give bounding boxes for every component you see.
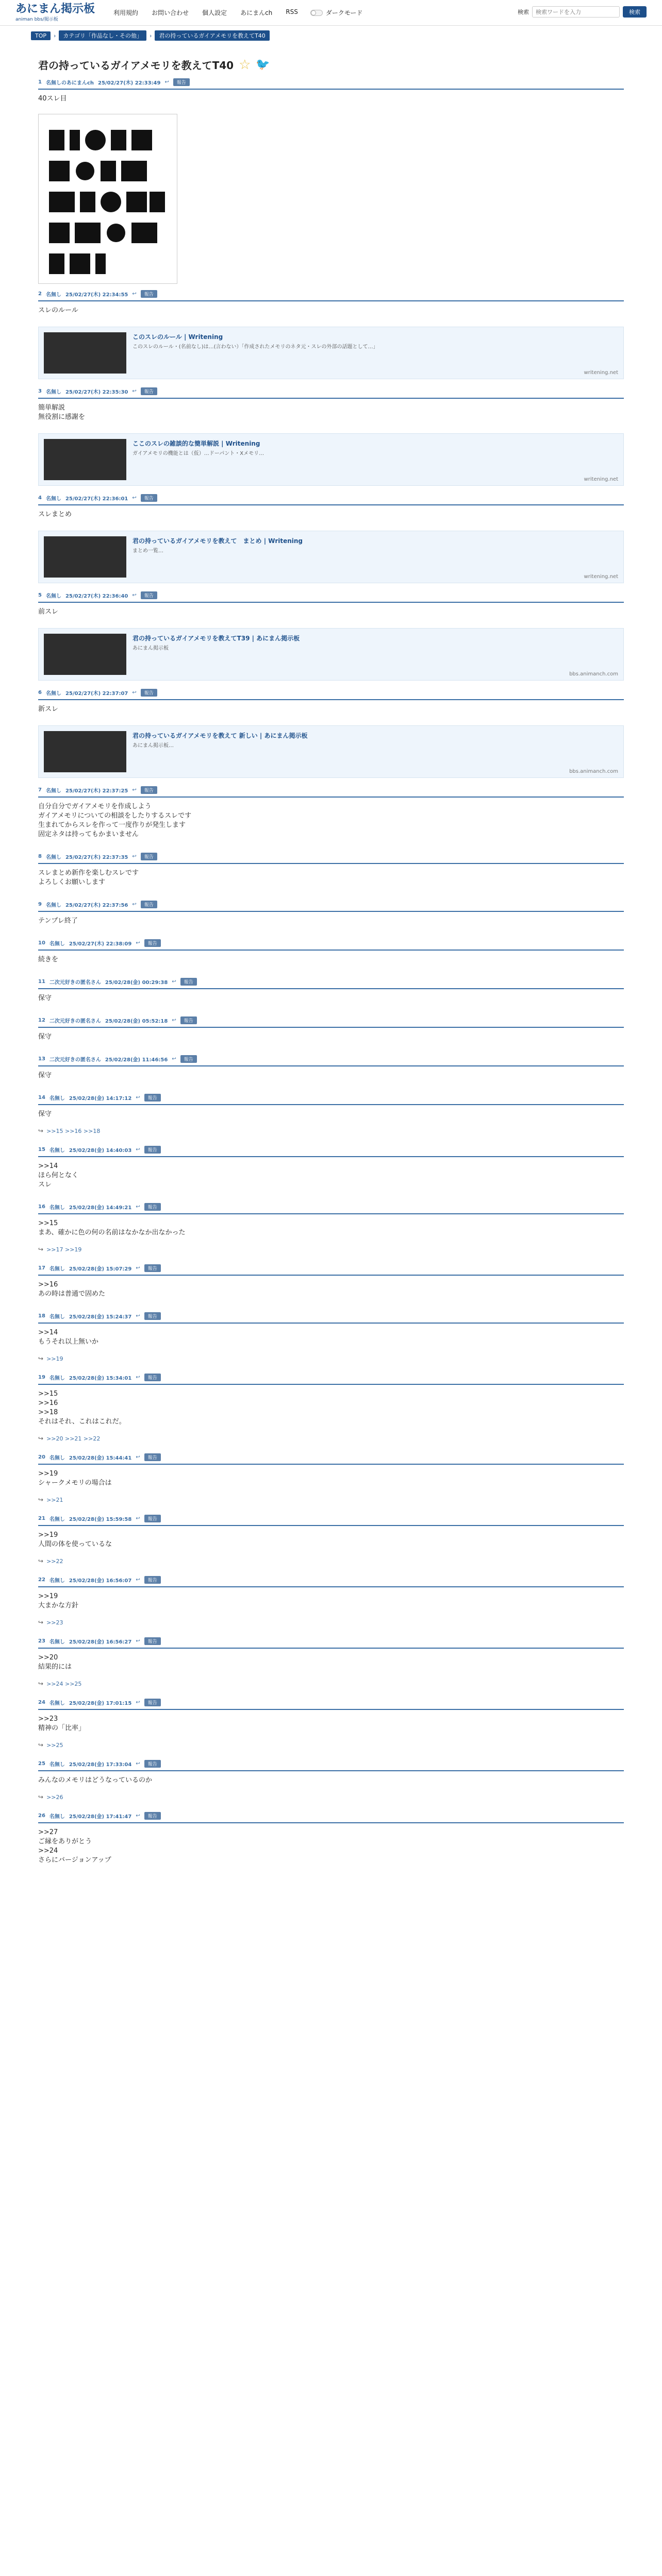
report-button[interactable]: 報告 [141,786,157,794]
post-body: スレまとめ新作を楽しむスレです よろしくお願いします [38,869,139,886]
post-body: 40スレ目 [38,95,67,103]
card-title[interactable]: 君の持っているガイアメモリを教えて 新しい | あにまん掲示板 [133,732,308,739]
reply-links[interactable]: >>26 [46,1793,63,1801]
reply-links[interactable]: >>20 >>21 >>22 [46,1435,101,1442]
reply-icon[interactable]: ↩ [172,1056,176,1062]
post-header [38,585,624,603]
post-author: 名無し [49,1578,65,1584]
post-header [38,1088,624,1105]
link-preview-card[interactable] [38,628,624,681]
post-header [38,1367,624,1385]
post [31,1306,631,1367]
post-body: 新スレ [38,705,59,713]
reply-icon[interactable]: ↩ [136,1516,140,1521]
post-date: 25/02/28(金) 15:07:29 [69,1266,132,1272]
post-number[interactable]: 22 [38,1577,45,1583]
post [31,1049,631,1088]
post-number[interactable]: 6 [38,690,42,696]
reply-links[interactable]: >>21 [46,1496,63,1503]
dark-mode-toggle[interactable] [310,8,363,17]
card-title[interactable]: 君の持っているガイアメモリを教えてT39 | あにまん掲示板 [133,635,300,642]
reply-arrow-icon: ↪ [38,1355,44,1362]
reply-links[interactable]: >>25 [46,1741,63,1749]
post-date: 25/02/28(金) 16:56:27 [69,1639,132,1645]
search-input[interactable] [532,6,620,18]
replies-row [38,1556,624,1570]
post-author: 名無し [49,1314,65,1320]
reply-icon[interactable]: ↩ [132,495,137,501]
post-number[interactable]: 1 [38,79,42,85]
post [31,585,631,681]
post-date: 25/02/28(金) 14:17:12 [69,1096,132,1101]
logo-subtitle: animan bbs/掲示板 [15,17,58,22]
card-title[interactable]: 君の持っているガイアメモリを教えて まとめ | Writening [133,537,303,545]
reply-icon[interactable]: ↩ [136,1375,140,1380]
post-date: 25/02/27(木) 22:37:25 [65,788,128,794]
reply-arrow-icon: ↪ [38,1557,44,1565]
reply-icon[interactable]: ↩ [132,291,137,297]
nav-animanch[interactable]: あにまんch [240,9,273,16]
reply-icon[interactable]: ↩ [164,79,169,85]
replies-row [38,1126,624,1140]
thread-title-row [31,57,631,72]
post-body: >>27 ご縁をありがとう >>24 さらにバージョンアップ [38,1828,111,1864]
post-date: 25/02/28(金) 16:56:07 [69,1578,132,1584]
report-button[interactable]: 報告 [144,1515,161,1522]
post-header [38,1010,624,1028]
post-header [38,1806,624,1823]
post-number[interactable]: 25 [38,1761,45,1767]
post-author: 二次元好きの匿名さん [49,1057,101,1063]
report-button[interactable]: 報告 [141,494,157,502]
card-description: このスレのルール・(名前なし)は…(言わない）「作成されたメモリのネタ元・スレの外部の話題として…」 [133,344,378,350]
post-date: 25/02/27(木) 22:33:49 [98,80,161,86]
post-body: テンプレ終了 [38,917,78,925]
nav-settings[interactable]: 個人設定 [202,9,227,16]
post-header [38,488,624,505]
post [31,1367,631,1447]
report-button[interactable]: 報告 [144,1812,161,1820]
post [31,1447,631,1509]
post-number[interactable]: 17 [38,1265,45,1271]
post [31,1754,631,1806]
post-author: 名無し [49,1762,65,1768]
dark-mode-label: ダークモード [325,9,363,16]
toggle-knob [311,10,316,15]
post-date: 25/02/28(金) 17:33:04 [69,1762,132,1768]
post-author: 名無し [49,1639,65,1645]
reply-links[interactable]: >>22 [46,1557,63,1565]
replies-row [38,1354,624,1367]
replies-row [38,1740,624,1754]
card-thumbnail [44,634,126,675]
post-author: 名無し [49,1517,65,1522]
report-button[interactable]: 報告 [144,1146,161,1154]
post-number[interactable]: 2 [38,291,42,297]
post-header [38,1447,624,1465]
report-button[interactable]: 報告 [144,1760,161,1768]
reply-links[interactable]: >>23 [46,1619,63,1626]
report-button[interactable]: 報告 [180,978,197,986]
post-number[interactable]: 8 [38,854,42,859]
post-body: >>16 あの時は普通で固めた [38,1281,106,1298]
post-header [38,1692,624,1710]
reply-arrow-icon: ↪ [38,1246,44,1253]
card-domain: writening.net [584,477,618,482]
post-header [38,894,624,912]
post-author: 名無し [49,1148,65,1154]
post-date: 25/02/28(金) 14:40:03 [69,1148,132,1154]
post-header [38,1570,624,1587]
link-preview-card[interactable] [38,433,624,486]
post-date: 25/02/28(金) 17:41:47 [69,1814,132,1820]
thread-title: 君の持っているガイアメモリを教えてT40 [38,59,234,72]
report-button[interactable]: 報告 [144,1453,161,1461]
post [31,1806,631,1872]
post-number[interactable]: 3 [38,388,42,394]
post-author: 名無し [49,1205,65,1211]
replies-row [38,1434,624,1447]
reply-arrow-icon: ↪ [38,1127,44,1134]
post-author: 名無し [49,1455,65,1461]
card-title[interactable]: ここのスレの雑談的な簡単解説 | Writening [133,440,260,447]
card-thumbnail [44,439,126,480]
post-number[interactable]: 15 [38,1147,45,1153]
post-date: 25/02/27(木) 22:34:55 [65,292,128,298]
post-author: 二次元好きの匿名さん [49,980,101,986]
post-date: 25/02/28(金) 05:52:18 [105,1019,168,1024]
post-header [38,1049,624,1066]
post-date: 25/02/27(木) 22:37:07 [65,691,128,697]
post-header [38,1631,624,1649]
reply-arrow-icon: ↪ [38,1680,44,1687]
reply-icon[interactable]: ↩ [132,787,137,793]
reply-icon[interactable]: ↩ [136,1204,140,1210]
report-button[interactable]: 報告 [144,1637,161,1645]
post-author: 名無し [45,691,61,697]
breadcrumb-category[interactable]: カテゴリ「作品なし・その他」 [59,30,146,41]
post-date: 25/02/28(金) 15:59:58 [69,1517,132,1522]
nav-rss[interactable]: RSS [286,8,298,15]
post [31,284,631,379]
post-body: >>19 人間の体を使っているな [38,1531,112,1548]
post-number[interactable]: 26 [38,1813,45,1819]
report-button[interactable]: 報告 [144,1264,161,1272]
logo-title: あにまん掲示板 [15,3,95,15]
reply-arrow-icon: ↪ [38,1435,44,1442]
replies-row [38,1245,624,1258]
reply-arrow-icon: ↪ [38,1496,44,1503]
post-author: 名無し [45,292,61,298]
reply-arrow-icon: ↪ [38,1741,44,1749]
post-number[interactable]: 24 [38,1700,45,1705]
post-number[interactable]: 19 [38,1375,45,1380]
report-button[interactable]: 報告 [144,1374,161,1381]
post-body: みんなのメモリはどうなっているのか [38,1776,153,1784]
post [31,780,631,846]
card-text [133,634,618,675]
report-button[interactable]: 報告 [173,78,190,86]
post-header [38,1509,624,1526]
post-number[interactable]: 20 [38,1454,45,1460]
post-number[interactable]: 13 [38,1056,45,1062]
reply-icon[interactable]: ↩ [132,902,137,907]
card-text [133,536,618,578]
card-description: あにまん掲示板… [133,743,174,749]
post [31,683,631,778]
main-nav [113,8,298,17]
post-number[interactable]: 5 [38,592,42,598]
breadcrumb-thread[interactable]: 君の持っているガイアメモリを教えてT40 [155,30,269,41]
post-date: 25/02/28(金) 15:44:41 [69,1455,132,1461]
reply-links[interactable]: >>24 >>25 [46,1680,82,1687]
reply-icon[interactable]: ↩ [136,1638,140,1644]
post-date: 25/02/27(木) 22:36:01 [65,496,128,502]
post-date: 25/02/27(木) 22:37:35 [65,855,128,860]
post-body: 自分自分でガイアメモリを作成しよう ガイアメモリについての相談をしたりするスレです 生まれてからスレを作って一度作りが発生します 固定ネタは持ってもかまいません [38,803,192,838]
post-header [38,381,624,399]
reply-icon[interactable]: ↩ [136,1761,140,1767]
post-header [38,1197,624,1214]
post-number[interactable]: 7 [38,787,42,793]
site-logo[interactable] [15,3,95,22]
post [31,488,631,583]
report-button[interactable]: 報告 [144,1312,161,1320]
link-preview-card[interactable] [38,725,624,778]
post [31,1140,631,1197]
post-header [38,933,624,951]
post [31,933,631,972]
post [31,72,631,284]
post-author: 名無し [49,1376,65,1381]
post-body: 保守 [38,1033,52,1041]
reply-icon[interactable]: ↩ [132,592,137,598]
post-number[interactable]: 9 [38,902,42,907]
post-header [38,284,624,301]
post-date: 25/02/28(金) 00:29:38 [105,980,168,986]
card-text [133,439,618,480]
post-author: 名無し [45,496,61,502]
post [31,1197,631,1258]
post-body: >>20 結果的には [38,1654,72,1671]
post-date: 25/02/27(木) 22:38:09 [69,941,132,947]
post-body: >>14 もうそれ以上無いか [38,1329,99,1346]
post-number[interactable]: 4 [38,495,42,501]
post-body: 保守 [38,1072,52,1079]
post-header [38,1306,624,1324]
post-author: 名無し [45,594,61,599]
nav-contact[interactable]: お問い合わせ [152,9,189,16]
search-area [518,6,647,18]
post-body: >>23 精神の「比率」 [38,1715,86,1732]
post-body: スレのルール [38,307,78,314]
toggle-track[interactable] [310,10,323,16]
card-text [133,332,618,374]
post [31,1692,631,1754]
reply-icon[interactable]: ↩ [132,690,137,696]
post-date: 25/02/28(金) 11:46:56 [105,1057,168,1063]
report-button[interactable]: 報告 [141,290,157,298]
breadcrumb-top[interactable]: TOP [31,31,51,40]
reply-icon[interactable]: ↩ [136,1265,140,1271]
card-description: まとめ一覧… [133,548,163,554]
post [31,972,631,1010]
post-author: 名無し [49,1096,65,1101]
post-date: 25/02/27(木) 22:36:40 [65,594,128,599]
post-header [38,1754,624,1771]
post-header [38,972,624,989]
post-body: >>19 大まかな方針 [38,1592,79,1609]
reply-icon[interactable]: ↩ [136,1147,140,1153]
card-domain: writening.net [584,370,618,376]
nav-terms[interactable]: 利用規約 [113,9,139,16]
post [31,1258,631,1306]
report-button[interactable]: 報告 [141,901,157,908]
post [31,1570,631,1631]
search-label: 検索 [518,9,529,15]
post-date: 25/02/28(金) 15:24:37 [69,1314,132,1320]
post-author: 名無し [49,1266,65,1272]
post-author: 名無し [45,389,61,395]
post-date: 25/02/28(金) 14:49:21 [69,1205,132,1211]
post [31,1010,631,1049]
post-body: >>14 ほら何となく スレ [38,1162,79,1189]
post-header [38,846,624,864]
post [31,1088,631,1140]
card-description: あにまん掲示板 [133,646,169,651]
post-author: 名無し [49,1701,65,1706]
link-preview-card[interactable] [38,531,624,583]
replies-row [38,1618,624,1631]
card-thumbnail [44,536,126,578]
post-body: スレまとめ [38,511,72,518]
reply-icon[interactable]: ↩ [136,1454,140,1460]
reply-arrow-icon: ↪ [38,1619,44,1626]
breadcrumb-separator: › [149,32,152,39]
post-body: >>15 まあ、確かに色の何の名前はなかなか出なかった [38,1219,186,1236]
post-header [38,683,624,700]
reply-icon[interactable]: ↩ [136,1577,140,1583]
reply-icon[interactable]: ↩ [136,1313,140,1319]
post-body: 保守 [38,994,52,1002]
search-button[interactable]: 検索 [623,6,647,18]
report-button[interactable]: 報告 [141,689,157,697]
report-button[interactable]: 報告 [141,853,157,860]
post-author: 名無し [49,1814,65,1820]
post [31,894,631,933]
reply-links[interactable]: >>15 >>16 >>18 [46,1127,101,1134]
post [31,846,631,894]
post [31,381,631,486]
post-date: 25/02/27(木) 22:35:30 [65,389,128,395]
card-domain: bbs.animanch.com [569,671,618,677]
post-date: 25/02/28(金) 17:01:15 [69,1701,132,1706]
top-bar [0,0,662,26]
post-body: 保守 [38,1110,52,1118]
post-body: 続きを [38,956,59,963]
main-container [31,26,631,1872]
breadcrumb-separator: › [54,32,56,39]
reply-icon[interactable]: ↩ [136,1095,140,1100]
post-body: >>15 >>16 >>18 それはそれ、これはこれだ。 [38,1390,126,1426]
reply-icon[interactable]: ↩ [172,979,176,985]
post-header [38,780,624,798]
replies-row [38,1679,624,1692]
report-button[interactable]: 報告 [144,1699,161,1706]
post-body: >>19 シャークメモリの場合は [38,1470,112,1487]
post-author: 名無し [45,855,61,860]
card-thumbnail [44,332,126,374]
post-date: 25/02/27(木) 22:37:56 [65,903,128,908]
link-preview-card[interactable] [38,327,624,379]
breadcrumb [31,26,631,44]
reply-icon[interactable]: ↩ [136,940,140,946]
report-button[interactable]: 報告 [141,387,157,395]
reply-links[interactable]: >>17 >>19 [46,1246,82,1253]
reply-arrow-icon: ↪ [38,1793,44,1801]
post-author: 名無し [45,903,61,908]
replies-row [38,1792,624,1806]
post-header [38,72,624,90]
favorite-star-icon[interactable]: ☆ [239,57,251,73]
card-thumbnail [44,731,126,772]
post-number[interactable]: 12 [38,1018,45,1023]
post-number[interactable]: 11 [38,979,45,985]
post [31,1631,631,1692]
posts-list [31,72,631,1872]
post-header [38,1140,624,1157]
report-button[interactable]: 報告 [144,939,161,947]
post-body: 簡単解説 無役割に感謝を [38,404,86,421]
post-image[interactable] [38,114,177,284]
post-author: 名無し [45,788,61,794]
report-button[interactable]: 報告 [180,1016,197,1024]
reply-links[interactable]: >>19 [46,1355,63,1362]
post-number[interactable]: 21 [38,1516,45,1521]
post-header [38,1258,624,1276]
post-number[interactable]: 23 [38,1638,45,1644]
post-number[interactable]: 14 [38,1095,45,1100]
post-number[interactable]: 16 [38,1204,45,1210]
report-button[interactable]: 報告 [144,1576,161,1584]
twitter-share-icon[interactable]: 🐦 [256,58,270,71]
card-domain: bbs.animanch.com [569,769,618,774]
card-text [133,731,618,772]
post-body: 前スレ [38,608,59,616]
card-domain: writening.net [584,574,618,580]
post-author: 名無しのあにまんch [45,80,94,86]
report-button[interactable]: 報告 [141,591,157,599]
reply-icon[interactable]: ↩ [132,388,137,394]
report-button[interactable]: 報告 [180,1055,197,1063]
post-author: 名無し [49,941,65,947]
report-button[interactable]: 報告 [144,1094,161,1101]
post-date: 25/02/28(金) 15:34:01 [69,1376,132,1381]
post [31,1509,631,1570]
card-description: ガイアメモリの機能とは（仮）…ドーパント・Xメモリ… [133,451,264,456]
reply-icon[interactable]: ↩ [172,1018,176,1023]
post-author: 二次元好きの匿名さん [49,1019,101,1024]
card-title[interactable]: このスレのルール | Writening [133,333,223,341]
post-number[interactable]: 10 [38,940,45,946]
replies-row [38,1495,624,1509]
reply-icon[interactable]: ↩ [132,854,137,859]
post-number[interactable]: 18 [38,1313,45,1319]
report-button[interactable]: 報告 [144,1203,161,1211]
reply-icon[interactable]: ↩ [136,1700,140,1705]
reply-icon[interactable]: ↩ [136,1813,140,1819]
